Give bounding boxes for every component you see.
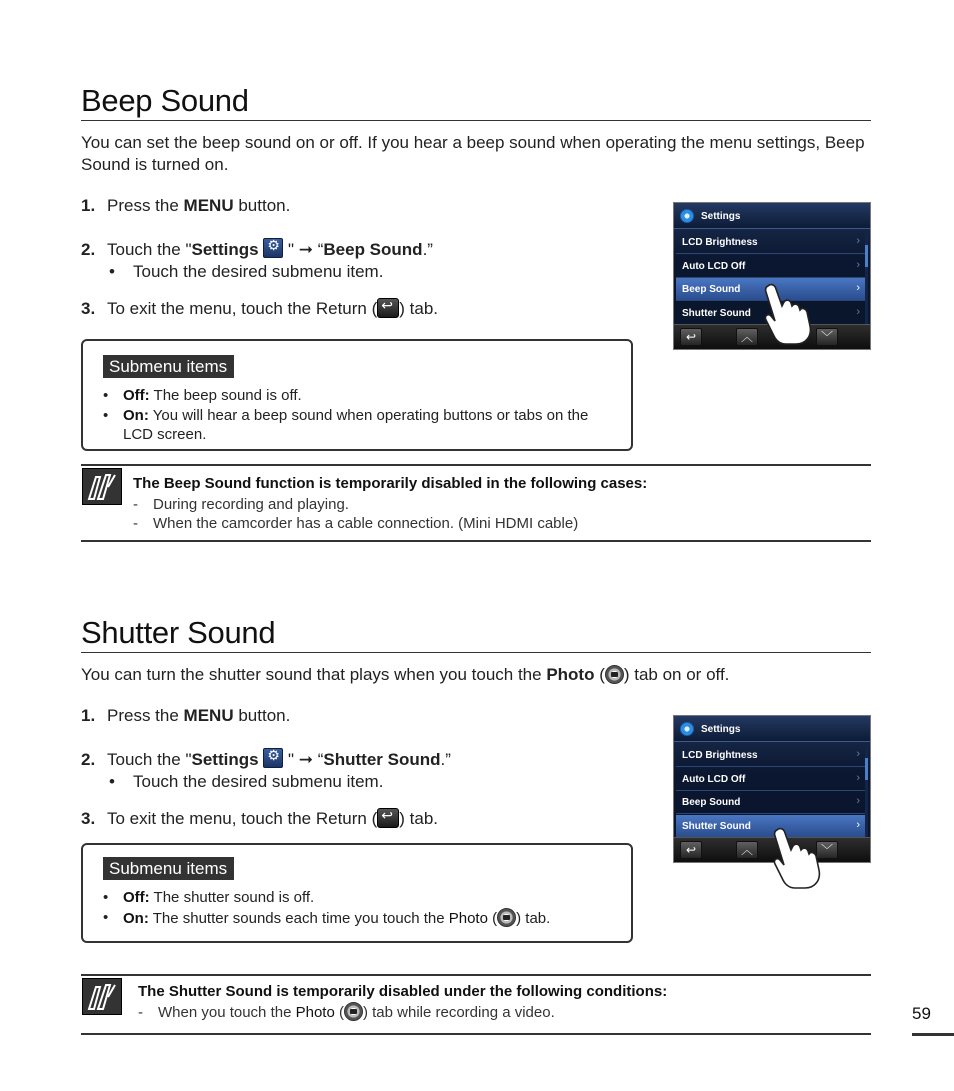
shutter-sound-intro: You can turn the shutter sound that plays when you touch the Photo ( ) tab on or off. xyxy=(81,665,730,684)
shutter-step-2: 2. Touch the "Settings ⚙ " ➞ “Shutter Sound.” xyxy=(81,748,451,770)
note-item: - When you touch the Photo ( ) tab while recording a video. xyxy=(138,1004,555,1021)
note-item: - When the camcorder has a cable connection. (Mini HDMI cable) xyxy=(133,515,579,532)
return-button[interactable]: ↩ xyxy=(680,328,702,346)
beep-step-2: 2. Touch the "Settings ⚙ " ➞ “Beep Sound.” xyxy=(81,238,433,260)
scrollbar[interactable] xyxy=(865,744,868,838)
shutter-submenu-box xyxy=(81,843,633,943)
settings-gear-icon xyxy=(680,209,694,223)
submenu-items-label: Submenu items xyxy=(103,355,234,378)
note-title: The Beep Sound function is temporarily disabled in the following cases: xyxy=(133,475,648,492)
touch-hand-icon xyxy=(769,826,821,890)
chevron-right-icon: › xyxy=(856,235,860,247)
scrollbar[interactable] xyxy=(865,231,868,325)
shutter-step-3: 3. To exit the menu, touch the Return (↩ ) tab. xyxy=(81,808,438,829)
shutter-sound-section xyxy=(81,616,871,1041)
submenu-items-label: Submenu items xyxy=(103,857,234,880)
photo-tab-icon xyxy=(605,665,624,684)
beep-step-2-sub: • Touch the desired submenu item. xyxy=(109,262,384,281)
return-button[interactable]: ↩ xyxy=(680,841,702,859)
chevron-right-icon: › xyxy=(856,306,860,318)
return-icon xyxy=(377,298,399,318)
menu-item-auto-lcd-off[interactable]: Auto LCD Off › xyxy=(676,255,866,278)
beep-sound-intro: You can set the beep sound on or off. If you hear a beep sound when operating the menu settings, Beep Sound is turned on. xyxy=(81,133,865,174)
menu-item-shutter-sound[interactable]: Shutter Sound › xyxy=(676,815,866,838)
scroll-down-button[interactable]: ﹀ xyxy=(816,841,838,859)
chevron-right-icon: › xyxy=(856,282,860,294)
return-icon xyxy=(377,808,399,828)
list-item: • Off: The beep sound is off. xyxy=(103,386,611,405)
menu-item-shutter-sound[interactable]: Shutter Sound › xyxy=(676,302,866,325)
beep-sound-title: Beep Sound xyxy=(81,84,871,121)
beep-note xyxy=(81,464,871,542)
menu-item-lcd-brightness[interactable]: LCD Brightness › xyxy=(676,231,866,254)
chevron-right-icon: › xyxy=(856,748,860,760)
list-item: • Off: The shutter sound is off. xyxy=(103,888,611,907)
beep-sound-section xyxy=(81,84,871,544)
menu-item-auto-lcd-off[interactable]: Auto LCD Off › xyxy=(676,768,866,791)
settings-gear-icon xyxy=(680,722,694,736)
list-item: • On: The shutter sounds each time you touch the Photo ( ) tab. xyxy=(103,908,611,928)
page-number: 59 xyxy=(912,1004,931,1023)
shutter-step-1: 1. Press the MENU button. xyxy=(81,706,291,725)
scroll-up-button[interactable]: ︿ xyxy=(736,841,758,859)
shutter-settings-screen: Settings LCD Brightness › Auto LCD Off › Beep Sound › Shutter Sound › ↩ ︿ ﹀ xyxy=(673,715,871,863)
settings-icon xyxy=(263,238,283,258)
photo-tab-icon xyxy=(344,1002,363,1021)
chevron-right-icon: › xyxy=(856,259,860,271)
beep-submenu-box xyxy=(81,339,633,451)
note-item: - During recording and playing. xyxy=(133,496,349,513)
page-number-rule xyxy=(912,1033,954,1036)
beep-settings-screen: Settings LCD Brightness › Auto LCD Off › Beep Sound › Shutter Sound › ↩ ︿ ﹀ xyxy=(673,202,871,350)
chevron-right-icon: › xyxy=(856,795,860,807)
shutter-note xyxy=(81,974,871,1035)
note-pencil-icon xyxy=(82,468,122,505)
chevron-right-icon: › xyxy=(856,819,860,831)
settings-icon xyxy=(263,748,283,768)
touch-hand-icon xyxy=(760,282,812,346)
menu-item-beep-sound[interactable]: Beep Sound › xyxy=(676,791,866,814)
note-title: The Shutter Sound is temporarily disabled under the following conditions: xyxy=(138,983,668,1000)
chevron-right-icon: › xyxy=(856,772,860,784)
note-pencil-icon xyxy=(82,978,122,1015)
scroll-down-button[interactable]: ﹀ xyxy=(816,328,838,346)
shutter-step-2-sub: • Touch the desired submenu item. xyxy=(109,772,384,791)
menu-item-beep-sound[interactable]: Beep Sound › xyxy=(676,278,866,301)
scroll-up-button[interactable]: ︿ xyxy=(736,328,758,346)
beep-step-3: 3. To exit the menu, touch the Return (↩ ) tab. xyxy=(81,298,438,319)
menu-item-lcd-brightness[interactable]: LCD Brightness › xyxy=(676,744,866,767)
photo-tab-icon xyxy=(497,908,516,927)
beep-step-1: 1. Press the MENU button. xyxy=(81,196,291,215)
shutter-sound-title: Shutter Sound xyxy=(81,616,871,653)
list-item: • On: You will hear a beep sound when operating buttons or tabs on the LCD screen. xyxy=(103,406,611,444)
